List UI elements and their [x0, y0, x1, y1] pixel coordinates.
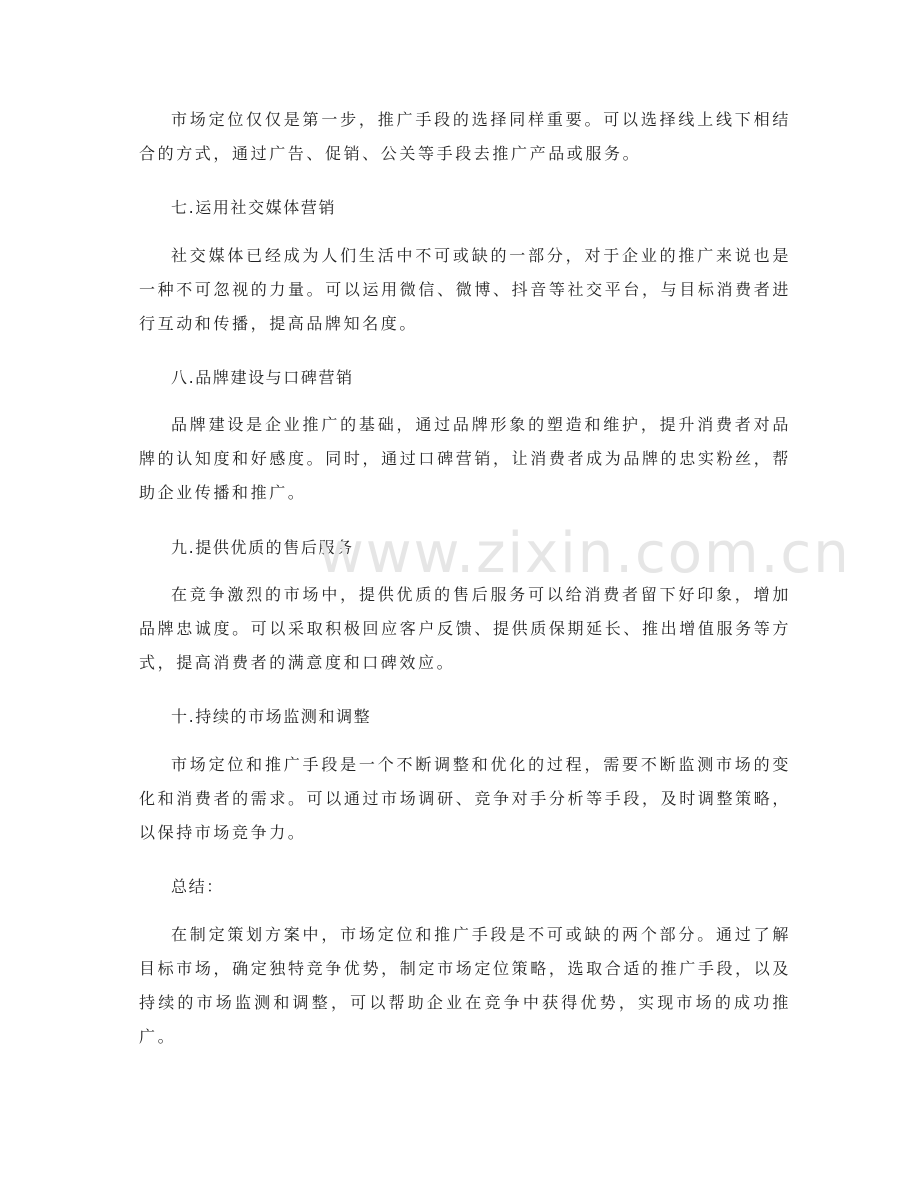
paragraph-promotion-methods: 市场定位仅仅是第一步，推广手段的选择同样重要。可以选择线上线下相结合的方式，通过广告、促销、公关等手段去推广产品或服务。 — [139, 110, 791, 163]
paragraph-after-sales: 在竞争激烈的市场中，提供优质的售后服务可以给消费者留下好印象，增加品牌忠诚度。可以采取积极回应客户反馈、提供质保期延长、推出增值服务等方式，提高消费者的满意度和口碑效应。 — [139, 585, 791, 672]
paragraph-market-monitoring: 市场定位和推广手段是一个不断调整和优化的过程，需要不断监测市场的变化和消费者的需求。可以通过市场调研、竞争对手分析等手段，及时调整策略，以保持市场竞争力。 — [139, 755, 791, 842]
heading-brand-building: 八.品牌建设与口碑营销 — [171, 368, 354, 387]
heading-social-media: 七.运用社交媒体营销 — [171, 198, 337, 217]
watermark: www.zixin.com.cn — [318, 521, 851, 586]
paragraph-social-media: 社交媒体已经成为人们生活中不可或缺的一部分，对于企业的推广来说也是一种不可忽视的力量。可以运用微信、微博、抖音等社交平台，与目标消费者进行互动和传播，提高品牌知名度。 — [139, 246, 791, 333]
heading-summary: 总结： — [171, 877, 224, 896]
paragraph-brand-building: 品牌建设是企业推广的基础，通过品牌形象的塑造和维护，提升消费者对品牌的认知度和好感度。同时，通过口碑营销，让消费者成为品牌的忠实粉丝，帮助企业传播和推广。 — [139, 415, 791, 502]
paragraph-summary: 在制定策划方案中，市场定位和推广手段是不可或缺的两个部分。通过了解目标市场，确定独特竞争优势，制定市场定位策略，选取合适的推广手段，以及持续的市场监测和调整，可以帮助企业在竞争中获得优势，实现市场的成功推广。 — [139, 925, 791, 1046]
heading-after-sales: 九.提供优质的售后服务 — [171, 538, 354, 557]
heading-market-monitoring: 十.持续的市场监测和调整 — [171, 707, 372, 726]
